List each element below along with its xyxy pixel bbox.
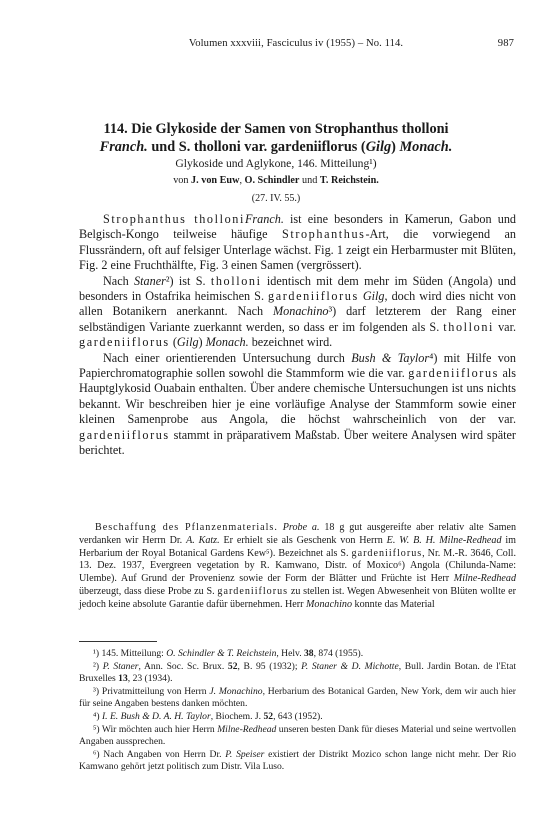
text: , B. 95 (1932); [237,660,302,672]
text: Er erhielt sie als Geschenk von Herrn [219,534,387,546]
authority: Gilg [176,335,199,350]
text: , 874 (1955). [313,648,364,659]
text: identisch mit dem mehr im Süden (Angola) und besonders in Ostafrika heimischen S. [79,273,516,304]
volume: 38 [304,648,314,659]
separator: und [299,175,320,186]
genus-name: Strophanthus [281,227,366,242]
volume: 52 [227,660,238,672]
cited-author: I. E. Bush & D. A. H. Taylor [101,710,211,722]
person-name: P. Speiser [225,748,265,760]
text: , doch wird dies nicht von allen Botanikern anerkannt. Nach [79,289,516,319]
author-name: O. Schindler [244,175,300,186]
materials-paragraph [79,522,516,612]
author-line [36,174,516,187]
text: , Nr. M.-R. 3646, Coll. 13. Dez. 1937, Evergreen vegetation by R. Kamwano, Distr. of Moxico⁶) Angola (Chilunda-Name: Ulembe). Auf Grund der Provenienz sowie der Form der Blätter und Früchte ist Herr [79,547,516,585]
person-name: A. Katz. [186,534,220,546]
volume: 13 [118,673,128,685]
sample-label: Probe a. [282,522,320,533]
text: als Hauptglykosid Ouabain enthalten. Über andere chemische Untersuchungen ist uns nichts bekannt. Wir beschreiben hier je eine vorläufige Analyse der Stammform sowie einer kleinen Samenprobe aus Angola, die höchst wahrscheinlich von der var. [79,366,516,427]
title-authority: Gilg [365,139,392,155]
species-name: gardeniiflorus [351,547,423,559]
author-name: J. von Euw [191,175,240,186]
text: ²) ist S. [165,273,211,288]
title-text: und S. tholloni var. gardeniiflorus ( [147,139,366,155]
page-number: 987 [497,38,514,49]
text: bezeichnet wird. [248,335,333,350]
paragraph-1 [79,212,516,274]
person-name: Milne-Redhead [217,723,277,735]
footnote-divider [79,641,157,642]
person-name: Monachino [306,598,352,610]
author-name: T. Reichstein. [319,175,379,186]
authority: Monach. [205,335,249,350]
text: ( [169,335,177,350]
running-head-text: Volumen xxxviii, Fasciculus iv (1955) – No. 114. [188,38,404,49]
species-name: Strophanthus tholloni [103,212,245,226]
text: , 643 (1952). [273,710,323,722]
paragraph-3 [79,351,516,459]
title-text: ) [391,139,400,155]
body-text [79,212,516,459]
text: unseren besten Dank für dieses Material und seine wertvollen Angaben aussprechen. [79,723,516,748]
received-date: (27. IV. 55.) [251,193,301,204]
text: -Art, die vorwiegend an Flussrändern, oft auf felsiger Unterlage wächst. Fig. 1 zeigt ein Herbarmuster mit Blüten, Fig. 2 eine Fruchthälfte, Fig. 3 einen Samen (vergrössert). [79,227,516,273]
separator: , [239,175,245,186]
text: 18 g gut ausgereifte aber relativ alte Samen verdanken wir Herrn Dr. [79,522,516,546]
footnote-5 [79,724,516,749]
footnote-2 [79,661,516,686]
text: ⁶) Nach Angaben von Herrn Dr. [93,748,226,760]
text: ist eine besonders in Kamerun, Gabon und Belgisch-Kongo teilweise häufige [79,212,517,242]
text: Nach [103,273,135,288]
cited-author: J. Monachino [209,685,263,697]
footnotes [79,648,516,774]
species-name: gardeniiflorus [408,366,499,381]
text: ³) Privatmitteilung von Herrn [93,685,210,697]
cited-author: P. Staner [102,660,139,672]
text: , Ann. Soc. Sc. Brux. [138,660,228,672]
species-name: gardeniiflorus [79,427,170,442]
text: ⁴) [93,710,102,722]
text: stammt in präparativem Maßstab. Über weitere Analysen wird später berichtet. [79,427,516,458]
authority: Gilg [362,289,385,304]
text: existiert der Distrikt Mozico schon lange nicht mehr. Der Rio Kamwano gehört jetzt politisch zum Distr. Vila Luso. [79,748,516,773]
species-name: tholloni [443,319,495,334]
footnote-6 [79,749,516,774]
text: ) [198,335,206,350]
species-name: gardeniiflorus [268,289,359,304]
text: var. [494,319,516,334]
text: ¹) 145. Mitteilung: [93,648,167,659]
section-heading: Beschaffung des Pflanzenmaterials. [95,522,278,533]
person-name: E. W. B. H. Milne-Redhead [386,534,502,546]
cited-author: Monachino [273,304,329,319]
paragraph-2 [79,274,516,351]
author-prefix: von [173,175,192,186]
text: überzeugt, dass diese Probe zu S. [79,585,218,597]
text: , Helv. [276,648,304,659]
running-header [78,38,514,52]
cited-author: Bush & Taylor [351,350,430,365]
footnote-3 [79,686,516,711]
text: konnte das Material [352,598,435,610]
text: Nach einer orientierenden Untersuchung durch [103,350,352,365]
volume: 52 [263,710,274,722]
cited-author: Staner [134,273,166,288]
text: , Herbarium des Botanical Garden, New York, dem wir auch hier für seine Angaben bestens danken möchten. [79,685,516,710]
text: im Herbarium der Royal Botanical Gardens Kew⁵). Bezeichnet als S. [79,534,517,559]
cited-author: P. Staner & D. Michotte [301,660,399,672]
title-authority: Franch. [99,139,148,155]
text: , 23 (1934). [127,673,173,685]
article-title [36,120,516,156]
title-authority: Monach. [399,139,453,155]
text: ²) [93,660,103,672]
text: zu stellen ist. Wegen Abwesenheit von Blüten wollte er jedoch keine absolute Garantie dafür übernehmen. Herr [79,585,516,610]
title-line-2 [36,138,516,156]
text: ⁴) mit Hilfe von Papierchromatographie sollen sowohl die Stammform wie die var. [79,350,516,381]
title-line-1: 114. Die Glykoside der Samen von Strophanthus tholloni [103,121,449,137]
text: ³) darf letzterem der Rang einer selbständigen Variante zuerkannt werden, so dass er im folgenden als S. [79,304,517,334]
text: ⁵) Wir möchten auch hier Herrn [93,723,218,735]
text: , Bull. Jardin Botan. de l'Etat Bruxelles [79,660,516,685]
authority: Franch. [244,212,284,226]
species-name: gardeniiflorus [217,585,289,597]
species-name: tholloni [210,273,262,288]
article-subtitle: Glykoside und Aglykone, 146. Mitteilung¹) [175,157,377,170]
footnote-1 [79,648,516,661]
text: , Biochem. J. [210,710,264,722]
person-name: Milne-Redhead [453,573,516,585]
cited-author: O. Schindler & T. Reichstein [166,648,277,659]
footnote-4 [79,711,516,724]
species-name: gardeniiflorus [79,335,170,350]
